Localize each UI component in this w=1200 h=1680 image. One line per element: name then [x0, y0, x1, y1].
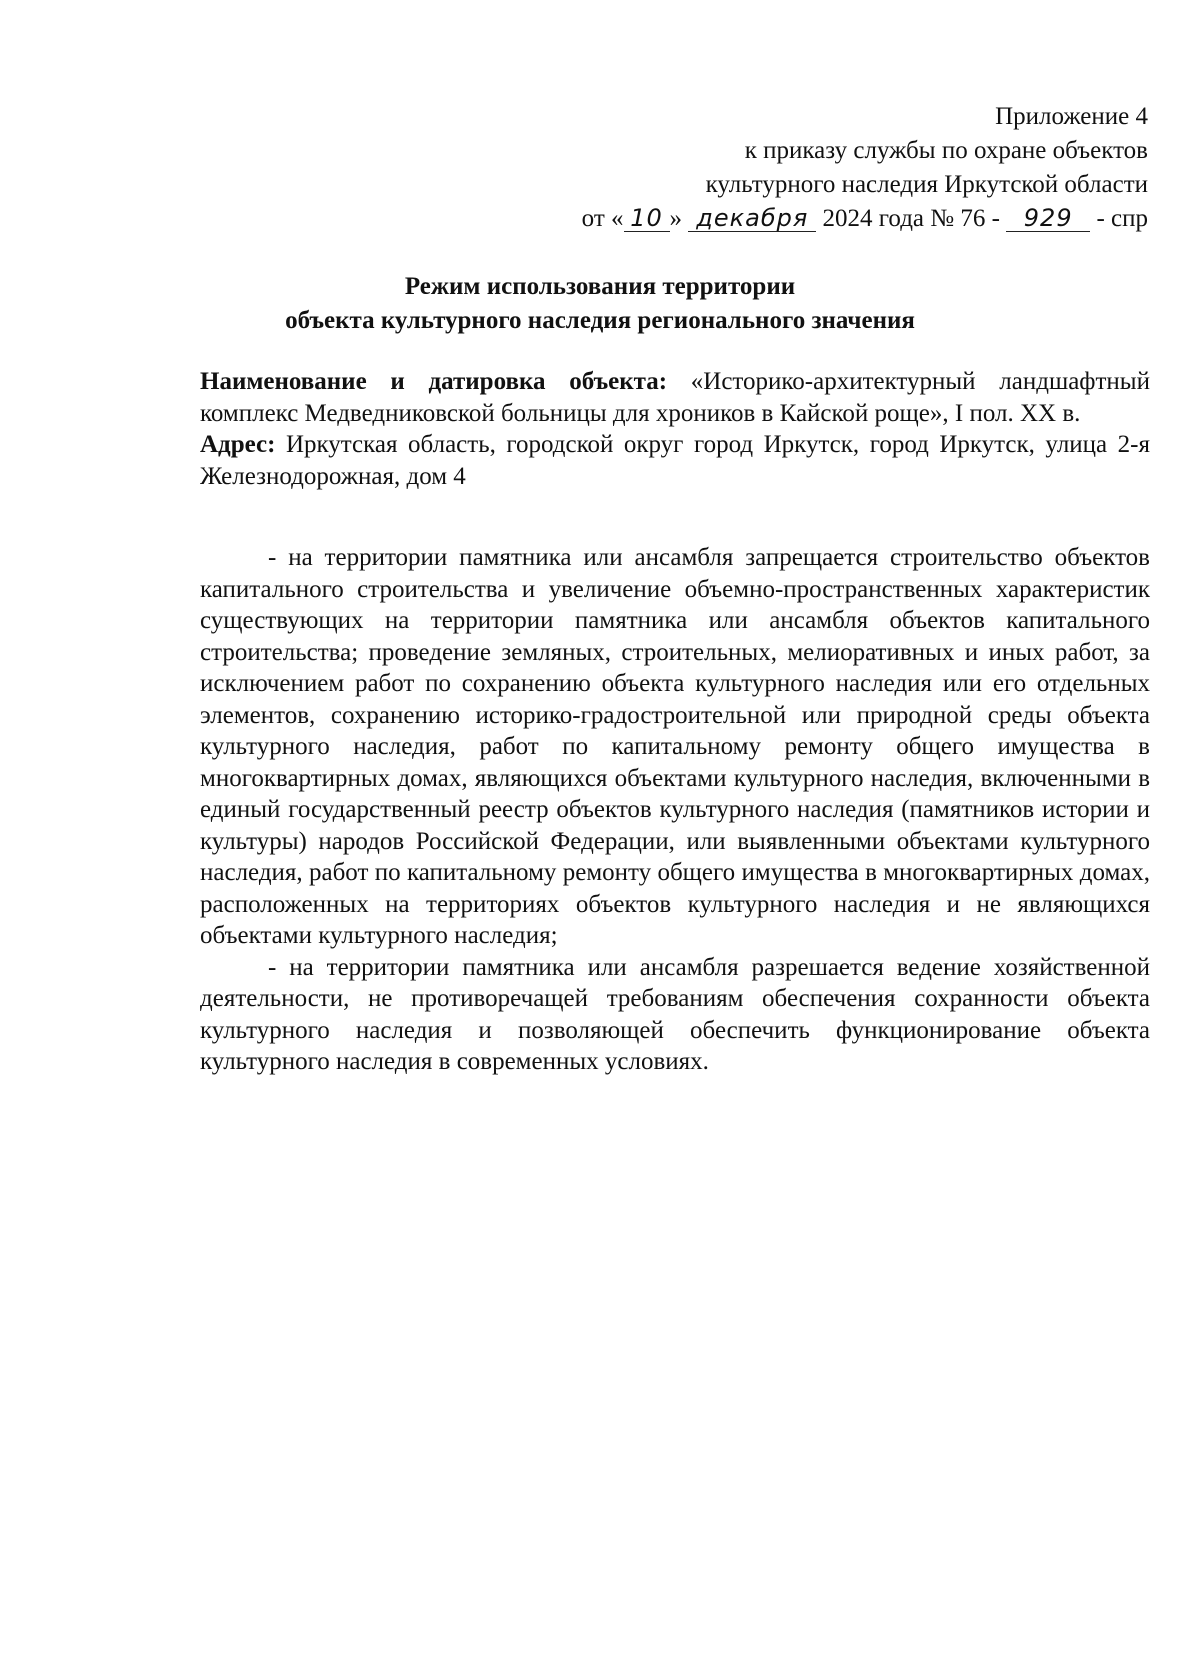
order-suffix: - спр [1090, 205, 1148, 232]
spacer [200, 492, 1150, 542]
document-body [200, 366, 1150, 1078]
object-name-paragraph [200, 366, 1150, 429]
title-line-1: Режим использования территории [404, 273, 796, 300]
appendix-number: Приложение 4 [995, 103, 1148, 130]
date-prefix: от « [581, 205, 624, 232]
address-value: Иркутская область, городской округ город Иркутск, город Иркутск, улица 2-я Железнодорожная, дом 4 [200, 431, 1150, 490]
order-date-line [508, 202, 1148, 236]
year-text: 2024 года № 76 - [816, 205, 1007, 232]
day-suffix: » [669, 205, 683, 232]
document-title [0, 270, 1200, 338]
handwritten-order-number: 929 [1006, 205, 1090, 232]
order-reference-line-1: к приказу службы по охране объектов [744, 137, 1148, 164]
object-name-value: «Историко-архитектурный ландшафтный комплекс Медведниковской больницы для хроников в Кайской роще», I пол. XX в. [200, 368, 1150, 427]
handwritten-month: декабря [688, 205, 816, 232]
order-reference-line-2: культурного наследия Иркутской области [705, 171, 1148, 198]
handwritten-day: 10 [624, 205, 670, 232]
title-line-2: объекта культурного наследия регионального значения [285, 307, 915, 334]
object-name-label: Наименование и датировка объекта: [200, 368, 668, 395]
prohibited-activities-paragraph: - на территории памятника или ансамбля запрещается строительство объектов капитального строительства и увеличение объемно-пространственных характеристик существующих на территории памятника или ансамбля объектов капитального строительства; проведение земляных, строительных, мелиоративных и иных работ, за исключением работ по сохранению объекта культурного наследия или его отдельных элементов, сохранению историко-градостроительной или природной среды объекта культурного наследия, работ по капитальному ремонту общего имущества в многоквартирных домах, являющихся объектами культурного наследия, включенными в единый государственный реестр объектов культурного наследия (памятников истории и культуры) народов Российской Федерации, или выявленными объектами культурного наследия, работ по капитальному ремонту общего имущества в многоквартирных домах, расположенных на территориях объектов культурного наследия и не являющихся объектами культурного наследия; [200, 544, 1150, 949]
appendix-header [508, 100, 1148, 236]
address-paragraph [200, 429, 1150, 492]
address-label: Адрес: [200, 431, 276, 458]
permitted-activities-paragraph: - на территории памятника или ансамбля разрешается ведение хозяйственной деятельности, не противоречащей требованиям обеспечения сохранности объекта культурного наследия и позволяющей обеспечить функционирование объекта культурного наследия в современных условиях. [200, 953, 1150, 1075]
